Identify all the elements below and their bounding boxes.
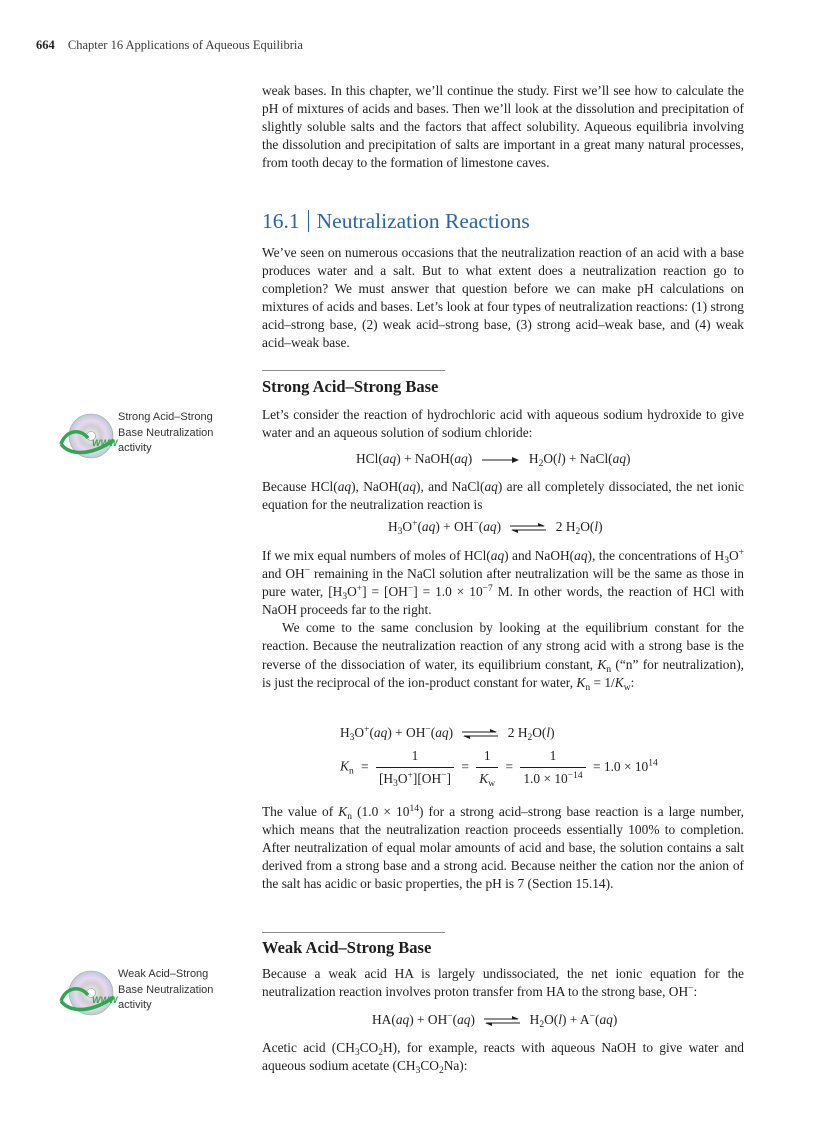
- cd-www-icon: [58, 967, 118, 1019]
- fraction-kw: $\frac{1}{K_w}$: [476, 748, 498, 787]
- sub1-para1: Let’s consider the reaction of hydrochloric acid with aqueous sodium hydroxide to give water and an aqueous solution of sodium chloride:: [262, 407, 744, 441]
- section-number: 16.1: [262, 209, 300, 233]
- sidebar-activity-weak-strong[interactable]: [58, 967, 228, 1019]
- equation-hcl-naoh: HCl(aq) + NaOH(aq) $H_2O(l)$ + NaCl(aq): [356, 451, 631, 469]
- sub1-para2: Because HCl(aq), NaOH(aq), and NaCl(aq) are all completely dissociated, the net ionic equation for the neutralization reaction is: [262, 479, 744, 513]
- running-header: [36, 38, 303, 53]
- equilibrium-arrow-icon: [510, 523, 546, 533]
- intro-paragraph: weak bases. In this chapter, we’ll continue the study. First we’ll see how to calculate the pH of mixtures of acids and bases. Then we’ll look at the dissolution and precipitation of slightly soluble salts and the factors that affect solubility. Aqueous equilibria involving the dissolution and precipitation of salts are important in a great many natural processes, from tooth decay to the formation of limestone caves.: [262, 83, 744, 171]
- section-divider: [308, 210, 309, 232]
- equation-net-ionic: $H_3O^+(aq) + OH^-(aq)$ 2 $H_2O(l)$: [388, 519, 603, 537]
- forward-arrow-icon: [482, 456, 520, 464]
- sub1-para5-block: [262, 803, 744, 893]
- sub1-para1-block: [262, 406, 744, 442]
- equation-net-ionic-repeat: $H_3O^+(aq) + OH^-(aq)$ 2 $H_2O(l)$: [340, 725, 555, 743]
- sidebar-label: Strong Acid–Strong Base Neutralization activity: [118, 411, 214, 455]
- section-paragraph: We’ve seen on numerous occasions that the neutralization reaction of an acid with a base produces water and a salt. But to what extent does a neutralization reaction go to completion? We must answer that question before we can make pH calculations on mixtures of acids and bases. Let’s look at four types of neutralization reactions: (1) strong acid–strong base, (2) weak acid–strong base, (3) strong acid–weak base, and (4) weak acid–weak base.: [262, 245, 744, 351]
- sub1-para4: We come to the same conclusion by looking at the equilibrium constant for the reaction. Because the neutralization reaction of any strong acid with a strong base is the reverse of the dissociation of water, its equilibrium constant, $K_n$ (“n” for neutralization), is just the reciprocal of the ion-product constant for water, $K_n = 1/K_w$:: [262, 620, 745, 693]
- sub1-para3: If we mix equal numbers of moles of HCl(aq) and NaOH(aq), the concentrations of $H_3O^+$ and OH− remaining in the NaCl solution after neutralization will be the same as those in pure water, $[H_3O^+] = [OH^-] = 1.0 \times 10^{-7}$ M. In other words, the reaction of HCl with NaOH proceeds far to the right.: [262, 548, 744, 618]
- fraction-value: $\frac{1}{1.0 \times 10^{-14}}$: [520, 748, 585, 787]
- cd-www-icon: [58, 410, 118, 462]
- sub2-para1-block: [262, 965, 744, 1001]
- sub2-para2-block: [262, 1039, 744, 1075]
- section-title: Neutralization Reactions: [316, 209, 530, 233]
- subsection-rule: [262, 932, 445, 933]
- sidebar-activity-strong-strong[interactable]: [58, 410, 228, 462]
- chapter-title: Chapter 16 Applications of Aqueous Equilibria: [67, 38, 303, 52]
- equation-ha-oh: HA(aq) + OH−(aq) $H_2O(l) + A^-(aq)$: [372, 1012, 618, 1030]
- subsection-heading-weak-strong: Weak Acid–Strong Base: [262, 938, 432, 957]
- sub2-para2: Acetic acid $(CH_3CO_2H)$, for example, reacts with aqueous NaOH to give water and aqueous sodium acetate $(CH_3CO_2Na)$:: [262, 1040, 744, 1077]
- section-intro-block: [262, 244, 744, 353]
- svg-text:WWW: WWW: [92, 995, 118, 1005]
- equilibrium-arrow-icon: [462, 729, 498, 739]
- sub1-para2-block: [262, 478, 744, 514]
- equation-kn: $K_n$ = $\frac{1}{[H_3O^+][OH^-]}$ = $\frac{1}{K_w}$ = $\frac{1}{1.0 \times 10^{-14}}$ = $1.0 \times 10^{14}$: [340, 748, 658, 789]
- subsection-heading-strong-strong: Strong Acid–Strong Base: [262, 377, 439, 396]
- subsection-rule: [262, 370, 445, 371]
- sub1-para5: The value of $K_n$ $(1.0 \times 10^{14})$ for a strong acid–strong base reaction is a large number, which means that the neutralization reaction proceeds essentially 100% to completion. After neutralization of equal molar amounts of acid and base, the solution contains a salt derived from a strong base and a strong acid. Because neither the cation nor the anion of the salt has acidic or basic properties, the pH is 7 (Section 15.14).: [262, 804, 745, 892]
- fraction-kn: $\frac{1}{[H_3O^+][OH^-]}$: [376, 748, 454, 787]
- equilibrium-arrow-icon: [484, 1016, 520, 1026]
- section-heading: [262, 209, 530, 234]
- svg-text:WWW: WWW: [92, 438, 118, 448]
- page-number: 664: [36, 38, 55, 52]
- sub2-para1: Because a weak acid HA is largely undissociated, the net ionic equation for the neutralization reaction involves proton transfer from HA to the strong base, OH−:: [262, 966, 744, 1000]
- intro-block: [262, 82, 744, 172]
- sub1-para3-block: [262, 547, 744, 692]
- sidebar-label: Weak Acid–Strong Base Neutralization activity: [118, 968, 214, 1012]
